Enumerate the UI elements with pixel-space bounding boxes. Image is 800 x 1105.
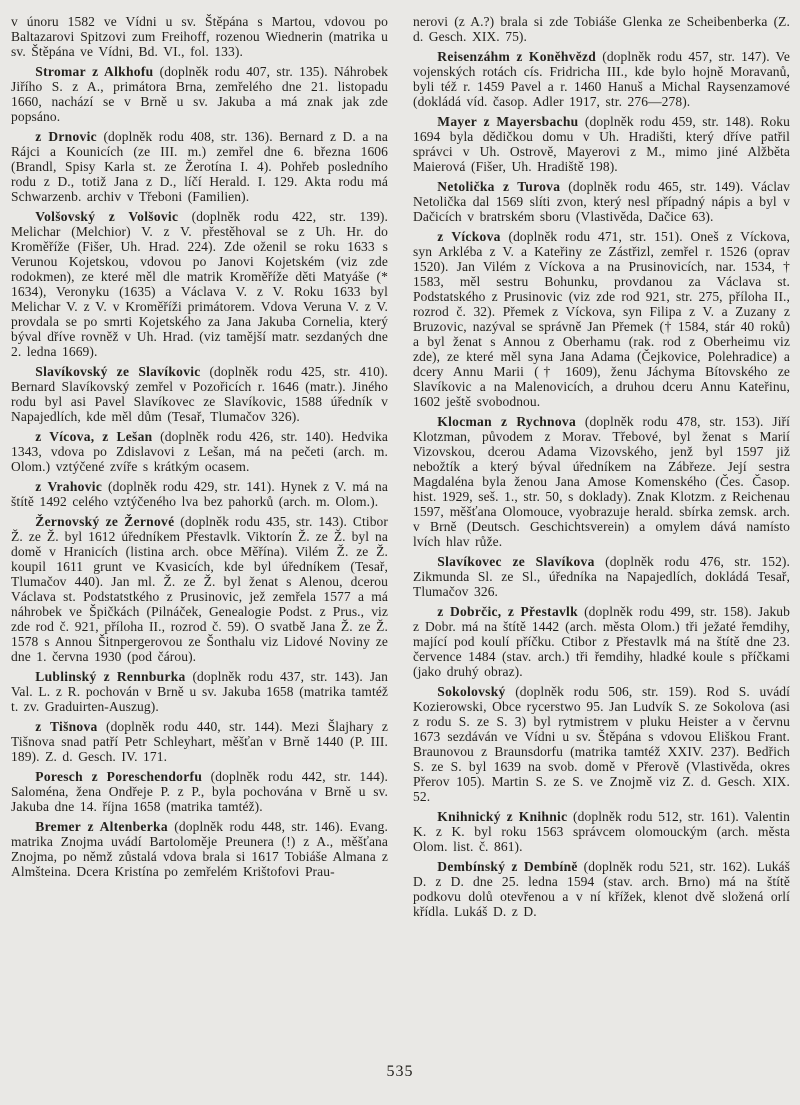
entry-paragraph: z Drnovic (doplněk rodu 408, str. 136). Bernard z D. a na Rájci a Kounicích (ze III. m.) zemřel dne 6. března 1606 (Brandl, Spisy Karla st. ze Žerotína I. 4). Pohřeb posledního rodu z D., totiž Jana z D., líčí Herald. I. 129. Akta rodu má Schwarzenb. archiv v Třeboni (Familien). xyxy=(11,129,388,204)
entry-heading: z Víckova xyxy=(437,229,501,244)
right-column xyxy=(413,14,790,924)
entry-heading: Poresch z Poreschendorfu xyxy=(35,769,203,784)
entry-heading: Netolička z Turova xyxy=(437,179,561,194)
left-column xyxy=(11,14,388,924)
entry-paragraph: Dembínský z Dembíně (doplněk rodu 521, str. 162). Lukáš D. z D. dne 25. ledna 1594 (stav. arch. Brno) má na štítě podkovu dolů otevřenou a v ní křížek, klenot dvě složená orlí křídla. Lukáš D. z D. xyxy=(413,859,791,919)
page-number: 535 xyxy=(386,1063,414,1080)
entry-paragraph: Stromar z Alkhofu (doplněk rodu 407, str. 135). Náhrobek Jiřího S. z A., primátora Brna, zemřelého dne 21. listopadu 1660, nachází se v Brně u sv. Jakuba a má znak jak zde popsáno. xyxy=(11,64,388,124)
entry-heading: Slavíkovský ze Slavíkovic xyxy=(35,364,201,379)
text-columns xyxy=(11,14,791,924)
entry-paragraph: z Dobrčic, z Přestavlk (doplněk rodu 499, str. 158). Jakub z Dobr. má na štítě 1442 (arch. města Olom.) tři ježaté řemdihy, mající pod koulí příčku. Ctibor z Přestavlk má na štítě dne 23. července 1484 (stav. arch.) tři řemdihy, hladké koule s příčkami (jako druhý obraz). xyxy=(413,604,790,679)
entry-paragraph: Reisenzáhm z Koněhvězd (doplněk rodu 457, str. 147). Ve vojenských rotách cís. Fridricha III., kde bylo hojně Moravanů, byli též r. 1459 Pavel a r. 1460 Hanuš a Michal Raysenzamové (dokládá víd. časop. Adler 1917, str. 276—278). xyxy=(413,49,790,109)
entry-heading: Stromar z Alkhofu xyxy=(35,64,154,79)
continuation-paragraph: nerovi (z A.?) brala si zde Tobiáše Glenka ze Scheibenberka (Z. d. Gesch. XIX. 75). xyxy=(413,14,790,44)
entry-heading: Reisenzáhm z Koněhvězd xyxy=(437,49,597,64)
entry-paragraph: z Víckova (doplněk rodu 471, str. 151). Oneš z Víckova, syn Arkléba z V. a Kateřiny ze Zástřizl, zemřel r. 1526 (oprav 1520). Jan Vilém z Víckova a na Prusinovicích, nar. 1534, † 1583, měl sestru Bohunku, provdanou za Václava st. Podstatského z Prusinovic (viz zde rod 921, str. 275, příloha II., rozrod č. 32). Přemek z Víckova, syn Filipa z V. a Zuzany z Bruzovic, nazýval se správně Jan Přemek († 1584, stár 40 roků) a byl ženat s Annou z Oberhamu (rak. rod z Oberheimu viz zde), ze které měl syna Jana Adama (Čejkovice, Polehradice) a dcery Annu Marii († 1609), ženu Jáchyma Bítovského ze Slavíkovic a na Malenovicích, a druhou dceru Annu Kateřinu, 1602 ještě svobodnou. xyxy=(413,229,790,409)
entry-heading: Mayer z Mayersbachu xyxy=(437,114,579,129)
entry-paragraph: Klocman z Rychnova (doplněk rodu 478, str. 153). Jiří Klotzman, původem z Morav. Třebové, byl ženat s Marií Vizovskou, dcerou Adama Vizovského, jenž byl 1597 již nebožtík a který býval úředníkem na Zábřeze. Její sestra Magdaléna byla ženou Jana Amose Komenského (Čes. Časop. hist. 1929, seš. 1., str. 50, s doklady). Znak Klotzm. z Reichenau 1597, měšťana Olomouce, vyobrazuje herald. sbírka zemsk. arch. v Brně (Deutsch. Geschichtsverein) a omylem dává namísto lvích hlav růže. xyxy=(413,414,790,549)
entry-paragraph: Mayer z Mayersbachu (doplněk rodu 459, str. 148). Roku 1694 byla dědičkou domu v Uh. Hradišti, který dříve patřil správci v Uh. Ostrově, Mayerovi z M., mimo jiné Alžběta Maierová (Fišer, Uh. Hradiště 198). xyxy=(413,114,790,174)
entry-paragraph: z Tišnova (doplněk rodu 440, str. 144). Mezi Šlajhary z Tišnova snad patří Petr Schleyhart, měšťan v Brně 1440 (P. III. 189). Z. d. Gesch. IV. 171. xyxy=(11,719,388,764)
entry-heading: Sokolovský xyxy=(437,684,506,699)
entry-heading: Žernovský ze Žernové xyxy=(35,514,175,529)
entry-paragraph: Volšovský z Volšovic (doplněk rodu 422, str. 139). Melichar (Melchior) V. z V. přestěhoval se z Uh. Hr. do Kroměříže (Fišer, Uh. Hrad. 224). Zde oženil se roku 1633 s Verunou Kojetskou, vdovou po Janovi Kojetském (viz zde rodokmen), ze které měl dle matrik Kroměříže děti Matyáše (* 1634), Veronyku (1635) a Václava V. z V. Roku 1633 byl Melichar V. z V. v Kroměříži primátorem. Vdova Veruna V. z V. provdala se po smrti Kojetského za Jana Jakuba Cornelia, který býval dříve rovněž v Uh. Hrad. (viz tamější matr. sezdaných dne 2. ledna 1669). xyxy=(11,209,389,359)
entry-paragraph: Žernovský ze Žernové (doplněk rodu 435, str. 143). Ctibor Ž. ze Ž. byl 1612 úředníkem Přestavlk. Viktorín Ž. ze Ž. byl na domě v Hranicích (listina arch. obce Měřína). Vilém Ž. ze Ž. koupil 1611 grunt ve Kvasicích, kde byl úředníkem (Tesař, Tlumačov 440). Jan ml. Ž. ze Ž. byl ženat s Alenou, dcerou Václava st. Podstatstkého z Prusinovic, jež zemřela 1577 a má náhrobek ve Špičkách (Pilnáček, Genealogie Podst. z Prus., viz zde rod č. 921, příloha II., rozrod č. 59). O svatbě Jana Ž. ze Ž. 1578 s Annou Šitnpergerovou ze Šonthalu viz Lidové Noviny ze dne 1. června 1930 (pod čárou). xyxy=(11,514,389,664)
entry-paragraph: z Vrahovic (doplněk rodu 429, str. 141). Hynek z V. má na štítě 1492 celého vztýčeného lva bez pahorků (arch. m. Olom.). xyxy=(11,479,388,509)
entry-heading: Klocman z Rychnova xyxy=(437,414,577,429)
entry-paragraph: Slavíkovský ze Slavíkovic (doplněk rodu 425, str. 410). Bernard Slavíkovský zemřel v Pozořicích r. 1646 (matr.). Jiného rodu byl asi Pavel Slavíkovec ze Slavíkovic, 1588 úředník v Napajedlích, kde měl dům (Tesař, Tlumačov 326). xyxy=(11,364,388,424)
entry-heading: z Dobrčic, z Přestavlk xyxy=(437,604,578,619)
entry-heading: Dembínský z Dembíně xyxy=(437,859,578,874)
entry-heading: z Vícova, z Lešan xyxy=(35,429,153,444)
entry-heading: Lublinský z Rennburka xyxy=(35,669,186,684)
entry-heading: z Drnovic xyxy=(35,129,97,144)
entry-paragraph: Lublinský z Rennburka (doplněk rodu 437, str. 143). Jan Val. L. z R. pochován v Brně u sv. Jakuba 1658 (matrika tamtéž t. zv. Graduirten-Auszug). xyxy=(11,669,389,714)
book-page xyxy=(11,14,791,1105)
continuation-paragraph: v únoru 1582 ve Vídni u sv. Štěpána s Martou, vdovou po Baltazarovi Spitzovi zum Freihoff, rozenou Wiednerin (matrika u sv. Štěpána ve Vídni, Bd. VI., fol. 133). xyxy=(11,14,388,59)
entry-paragraph: Netolička z Turova (doplněk rodu 465, str. 149). Václav Netolička dal 1569 slíti zvon, který nesl případný nápis a byl v Dačicích v bratrském sboru (Vlastivěda, Dačice 63). xyxy=(413,179,790,224)
entry-heading: Knihnický z Knihnic xyxy=(437,809,568,824)
entry-paragraph: Bremer z Altenberka (doplněk rodu 448, str. 146). Evang. matrika Znojma uvádí Bartoloměje Preunera (!) z A., měšťana Znojma, po němž zůstalá vdova brala si 1617 Tobiáše Almana z Almšteina. Dcera Kristína po zemřelém Krištofovi Prau- xyxy=(11,819,388,879)
entry-paragraph: Poresch z Poreschendorfu (doplněk rodu 442, str. 144). Saloména, žena Ondřeje P. z P., byla pochována v Brně u sv. Jakuba dne 14. října 1658 (matrika tamtéž). xyxy=(11,769,388,814)
entry-paragraph: Sokolovský (doplněk rodu 506, str. 159). Rod S. uvádí Kozierowski, Obce rycerstwo 95. Jan Ludvík S. ze Sokolova (asi z rodu S. ze S. 3) byl rytmistrem v pluku Heister a v červnu 1673 sezdáván ve Vídni u sv. Štěpána s vdovou Eliškou Frant. Braunovou z Braunsdorfu (matrika tamtéž XXIV. 237). Bedřich S. ze S. byl 1639 na svob. domě v Přerově (Vlastivěda, okres Přerov 105). Martin S. ze S. ve Znojmě viz Z. d. Gesch. XIX. 52. xyxy=(413,684,790,804)
entry-paragraph: Slavíkovec ze Slavíkova (doplněk rodu 476, str. 152). Zikmunda Sl. ze Sl., úředníka na Napajedlích, dokládá Tesař, Tlumačov 326. xyxy=(413,554,791,599)
entry-heading: Volšovský z Volšovic xyxy=(35,209,179,224)
entry-heading: z Vrahovic xyxy=(35,479,103,494)
entry-paragraph: Knihnický z Knihnic (doplněk rodu 512, str. 161). Valentin K. z K. byl roku 1563 správcem olomouckým (arch. města Olom. list. č. 861). xyxy=(413,809,790,854)
entry-heading: Slavíkovec ze Slavíkova xyxy=(437,554,595,569)
entry-heading: Bremer z Altenberka xyxy=(35,819,168,834)
entry-paragraph: z Vícova, z Lešan (doplněk rodu 426, str. 140). Hedvika 1343, vdova po Zdislavovi z Lešan, má na pečeti (arch. m. Olom.) vztýčené zvíře s krátkým ocasem. xyxy=(11,429,388,474)
entry-heading: z Tišnova xyxy=(35,719,98,734)
